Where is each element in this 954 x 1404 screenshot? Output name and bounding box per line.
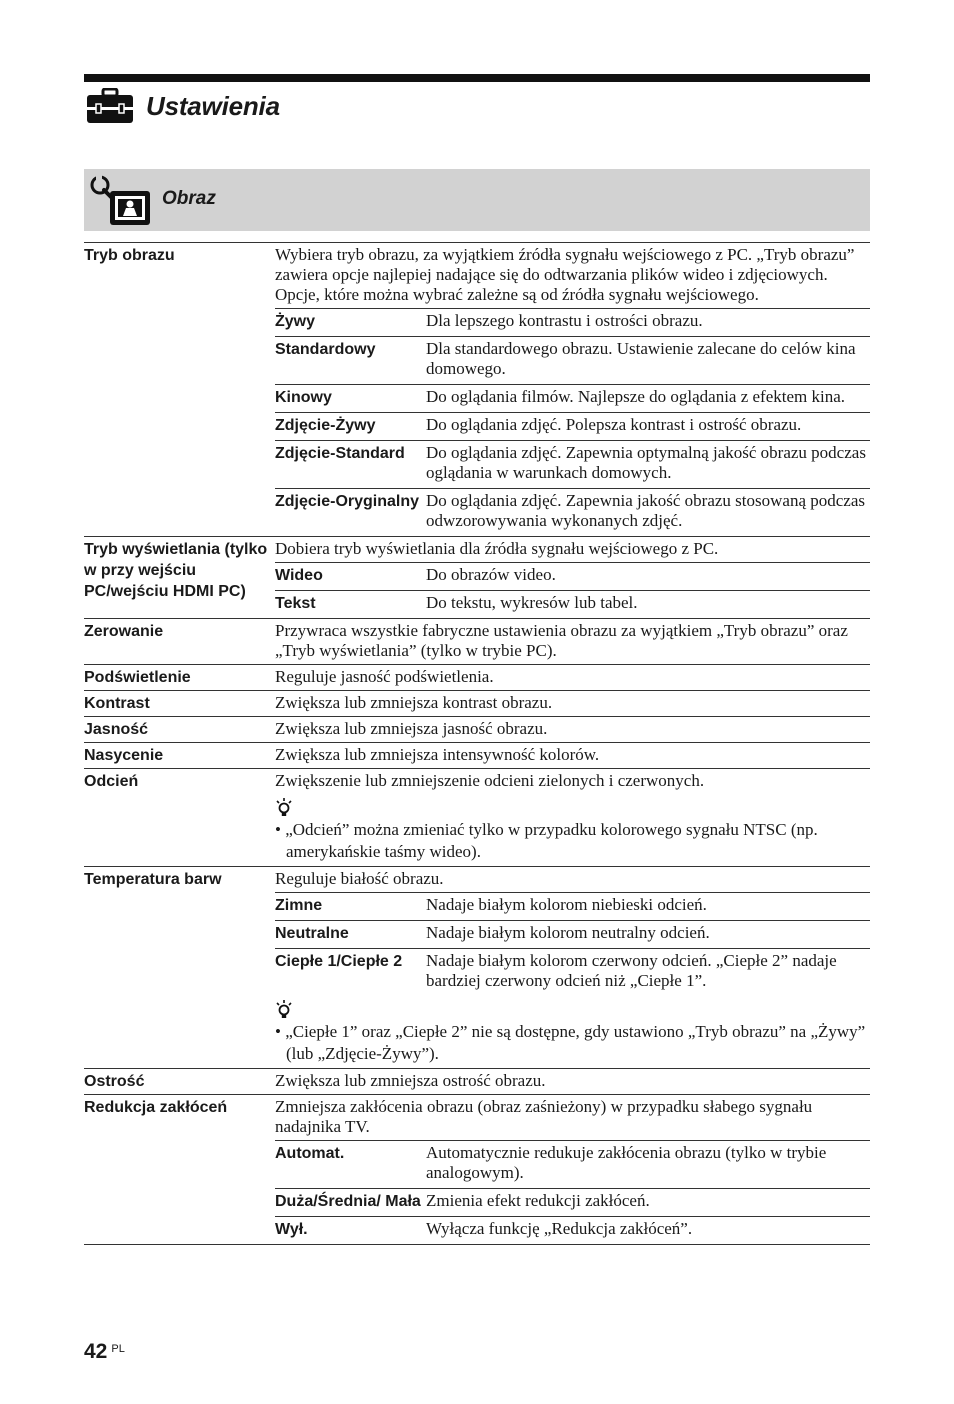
option-description: Do oglądania filmów. Najlepsze do oglądania z efektem kina.: [426, 387, 846, 406]
tip-note: • „Odcień” można zmieniać tylko w przypadku kolorowego sygnału NTSC (np. amerykańskie taśmy wideo).: [275, 820, 818, 861]
setting-description: Reguluje jasność podświetlenia.: [275, 667, 494, 686]
option-description: Dla standardowego obrazu. Ustawienie zalecane do celów kina domowego.: [426, 339, 856, 378]
setting-content: [275, 1069, 870, 1094]
tip-note: • „Ciepłe 1” oraz „Ciepłe 2” nie są dostępne, gdy ustawiono „Tryb obrazu” na „Żywy” (lub „Zdjęcie-Żywy”).: [275, 1022, 866, 1063]
option-row: [275, 336, 870, 384]
setting-label: Tryb wyświetlania (tylko w przy wejściu PC/wejściu HDMI PC): [84, 541, 268, 600]
setting-description: Zmniejsza zakłócenia obrazu (obraz zaśnieżony) w przypadku słabego sygnału nadajnika TV.: [275, 1097, 813, 1136]
setting-content: [275, 243, 870, 536]
option-row: [275, 1188, 870, 1216]
option-row: [275, 562, 870, 590]
option-label: Zdjęcie-Standard: [275, 445, 405, 462]
option-row: [275, 488, 870, 536]
section-title: Obraz: [162, 188, 216, 209]
table-row: [84, 717, 870, 743]
setting-content: [275, 665, 870, 690]
option-label: Wideo: [275, 567, 323, 584]
setting-label: Kontrast: [84, 695, 150, 712]
setting-content: [275, 743, 870, 768]
option-label: Zimne: [275, 897, 323, 914]
option-label: Kinowy: [275, 389, 332, 406]
table-row: [84, 537, 870, 619]
table-row: [84, 691, 870, 717]
option-row: [275, 1140, 870, 1188]
setting-content: [275, 867, 870, 1068]
option-label: Tekst: [275, 595, 316, 612]
option-description: Automatycznie redukuje zakłócenia obrazu (tylko w trybie analogowym).: [426, 1143, 827, 1182]
setting-label: Temperatura barw: [84, 871, 222, 888]
option-row: [275, 948, 870, 996]
setting-label: Zerowanie: [84, 623, 164, 640]
option-row: [275, 1216, 870, 1244]
option-label: Zdjęcie-Oryginalny: [275, 493, 420, 510]
option-row: [275, 920, 870, 948]
table-row: [84, 743, 870, 769]
setting-description: Zwiększa lub zmniejsza intensywność kolorów.: [275, 745, 600, 764]
setting-description: Reguluje białość obrazu.: [275, 869, 444, 888]
setting-content: [275, 691, 870, 716]
option-row: [275, 308, 870, 336]
option-label: Ciepłe 1/Ciepłe 2: [275, 953, 403, 970]
setting-description: Zwiększa lub zmniejsza jasność obrazu.: [275, 719, 548, 738]
setting-description: Wybiera tryb obrazu, za wyjątkiem źródła sygnału wejściowego z PC. „Tryb obrazu” zawiera opcje najlepiej nadające się do odtwarzania plików wideo i zdjęciowych. Opcje, które można wybrać zależne są od źródła sygnału wejściowego.: [275, 245, 855, 304]
table-row: [84, 867, 870, 1069]
setting-content: [275, 769, 870, 866]
option-row: [275, 892, 870, 920]
setting-content: [275, 619, 870, 664]
toolbox-icon: [86, 88, 134, 124]
setting-label: Podświetlenie: [84, 669, 191, 686]
setting-description: Zwiększa lub zmniejsza kontrast obrazu.: [275, 693, 553, 712]
option-description: Do obrazów video.: [426, 565, 556, 584]
table-row: [84, 1095, 870, 1245]
section-header: [84, 169, 870, 231]
setting-content: [275, 1095, 870, 1244]
option-row: [275, 590, 870, 618]
option-label: Zdjęcie-Żywy: [275, 417, 376, 434]
option-description: Nadaje białym kolorom czerwony odcień. „Ciepłe 2” nadaje bardziej czerwony odcień niż „Ciepłe 1”.: [426, 951, 837, 990]
table-row: [84, 619, 870, 665]
settings-table: [84, 242, 870, 1245]
page-title: Ustawienia: [146, 90, 280, 121]
option-description: Nadaje białym kolorom niebieski odcień.: [426, 895, 707, 914]
page-header: [86, 86, 280, 126]
setting-label: Odcień: [84, 773, 139, 790]
picture-settings-icon: [90, 175, 152, 227]
option-description: Nadaje białym kolorom neutralny odcień.: [426, 923, 710, 942]
tip-icon: [275, 996, 870, 1020]
header-rule: [84, 74, 870, 82]
option-description: Zmienia efekt redukcji zakłóceń.: [426, 1191, 650, 1210]
option-label: Automat.: [275, 1145, 345, 1162]
setting-label: Jasność: [84, 721, 149, 738]
option-description: Do oglądania zdjęć. Zapewnia optymalną jakość obrazu podczas oglądania w warunkach domowych.: [426, 443, 866, 482]
setting-description: Zwiększenie lub zmniejszenie odcieni zielonych i czerwonych.: [275, 771, 705, 790]
setting-content: [275, 717, 870, 742]
setting-label: Tryb obrazu: [84, 247, 175, 264]
option-label: Standardowy: [275, 341, 376, 358]
option-label: Żywy: [275, 313, 316, 330]
option-label: Duża/Średnia/ Mała: [275, 1193, 421, 1210]
option-description: Do oglądania zdjęć. Zapewnia jakość obrazu stosowaną podczas odwzorowywania wykonanych zdjęć.: [426, 491, 865, 530]
setting-description: Zwiększa lub zmniejsza ostrość obrazu.: [275, 1071, 546, 1090]
table-row: [84, 243, 870, 537]
setting-label: Ostrość: [84, 1073, 145, 1090]
option-description: Wyłącza funkcję „Redukcja zakłóceń”.: [426, 1219, 693, 1238]
setting-description: Dobiera tryb wyświetlania dla źródła sygnału wejściowego z PC.: [275, 539, 719, 558]
option-row: [275, 412, 870, 440]
setting-label: Nasycenie: [84, 747, 164, 764]
option-label: Wył.: [275, 1221, 308, 1238]
tip-icon: [275, 794, 870, 818]
option-description: Do tekstu, wykresów lub tabel.: [426, 593, 638, 612]
table-row: [84, 1069, 870, 1095]
setting-description: Przywraca wszystkie fabryczne ustawienia obrazu za wyjątkiem „Tryb obrazu” oraz „Tryb wyświetlania” (tylko w trybie PC).: [275, 621, 848, 660]
table-row: [84, 665, 870, 691]
page-language: PL: [111, 1343, 125, 1355]
option-description: Do oglądania zdjęć. Polepsza kontrast i ostrość obrazu.: [426, 415, 802, 434]
page-number: 42 $^{PL}$: [84, 1340, 125, 1363]
option-description: Dla lepszego kontrastu i ostrości obrazu.: [426, 311, 703, 330]
option-row: [275, 440, 870, 488]
setting-label: Redukcja zakłóceń: [84, 1099, 228, 1116]
setting-content: [275, 537, 870, 618]
option-label: Neutralne: [275, 925, 349, 942]
table-row: [84, 769, 870, 867]
option-row: [275, 384, 870, 412]
